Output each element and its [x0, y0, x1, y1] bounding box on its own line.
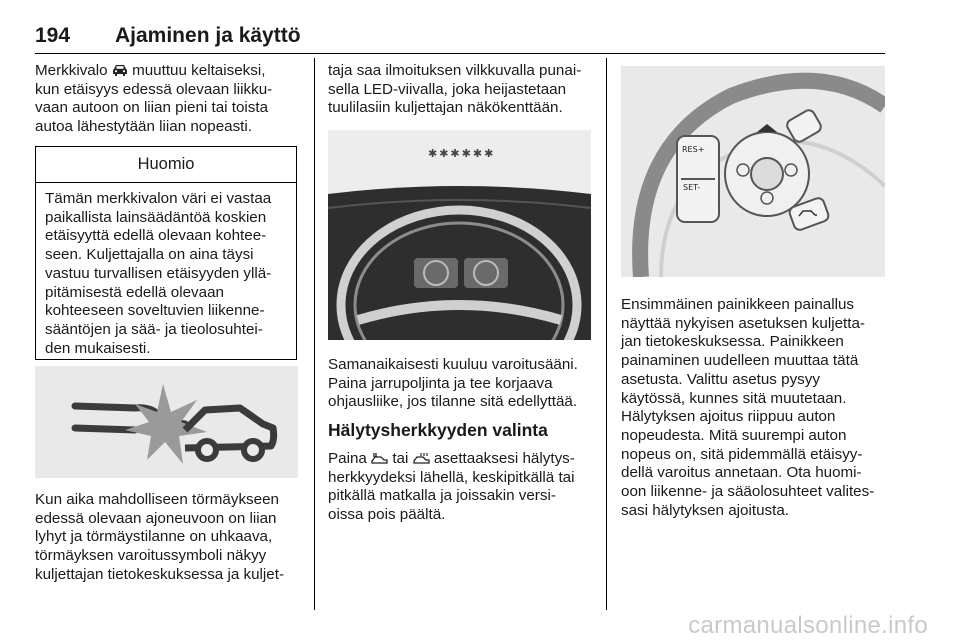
body-text: jan tietokeskuksessa. Painikkeen [621, 333, 844, 351]
sensitivity-increase-icon [413, 452, 430, 465]
body-text: sasi hälytyksen ajoitusta. [621, 501, 789, 519]
page-number: 194 [35, 24, 71, 47]
intro-text: kun etäisyys edessä olevaan liikku- [35, 80, 273, 98]
col2-top [328, 62, 596, 118]
collision-warning-icon [35, 366, 298, 478]
steering-wheel-illustration [621, 66, 885, 277]
intro-text: autoa lähestytään liian nopeasti. [35, 118, 253, 136]
note-body [36, 183, 296, 358]
note-text: kohteeseen soveltuvien liikenne- [45, 302, 265, 320]
body-text: törmäyksen varoitussymboli näkyy [35, 547, 267, 565]
note-text: den mukaisesti. [45, 339, 151, 357]
steering-wheel-figure [621, 66, 885, 277]
page-title: Ajaminen ja käyttö [115, 24, 301, 47]
body-text: sella LED-viivalla, joka heijastetaan [328, 80, 567, 98]
intro-text: muuttuu keltaiseksi, [132, 62, 266, 79]
set-button-label: SET- [683, 183, 701, 192]
note-text: sääntöjen ja sää- ja tieolosuhtei- [45, 320, 263, 338]
col1-intro [35, 62, 300, 137]
watermark: carmanualsonline.info [688, 612, 928, 639]
body-text: ohjausliike, jos tilanne sitä edellyttää. [328, 393, 578, 411]
collision-figure [35, 366, 298, 478]
col2-mid [328, 356, 596, 412]
note-title: Huomio [36, 147, 296, 183]
column-divider-2 [606, 58, 607, 610]
note-text: seen. Kuljettajalla on aina täysi [45, 246, 254, 264]
body-text: tai [392, 450, 409, 467]
dashboard-led-illustration [328, 130, 591, 340]
dashboard-figure [328, 130, 591, 340]
body-text: Ensimmäinen painikkeen painallus [621, 296, 855, 313]
note-text: pitämisestä edellä olevaan [45, 283, 224, 301]
sensitivity-decrease-icon [371, 452, 388, 465]
note-text: paikallista lainsäädäntöä koskien [45, 208, 267, 226]
body-text: edessä olevaan ajoneuvoon on liian [35, 509, 277, 527]
res-button-label: RES+ [682, 145, 705, 154]
body-text: oon liikenne- ja sääolosuhteet valites- [621, 483, 875, 501]
col1-after [35, 491, 300, 585]
body-text: nopeus on, sitä pidemmällä etäisyy- [621, 445, 863, 463]
intro-text: vaan autoon on liian pieni tai toista [35, 99, 269, 117]
section-heading: Hälytysherkkyyden valinta [328, 420, 548, 440]
body-text: pitkällä matkalla ja joissakin versi- [328, 487, 556, 505]
body-text: kuljettajan tietokeskuksessa ja kuljet- [35, 565, 285, 583]
col2-section [328, 450, 596, 525]
body-text: näyttää nykyisen asetuksen kuljetta- [621, 314, 865, 332]
body-text: lyhyt ja törmäystilanne on uhkaava, [35, 528, 273, 546]
column-divider-1 [314, 58, 315, 610]
note-text: Tämän merkkivalon väri ei vastaa [45, 190, 272, 207]
body-text: taja saa ilmoituksen vilkkuvalla punai- [328, 62, 582, 79]
body-text: Hälytyksen ajoitus riippuu auton [621, 408, 836, 426]
led-bar-icon [428, 147, 495, 160]
body-text: painaminen uudelleen muuttaa tätä [621, 352, 859, 370]
body-text: oissa pois päältä. [328, 506, 446, 524]
svg-text:✱✱✱✱✱✱: ✱✱✱✱✱✱ [428, 147, 496, 160]
body-text: Paina jarrupoljinta ja tee korjaava [328, 374, 553, 392]
note-text: etäisyyttä edellä olevaan kohtee- [45, 227, 267, 245]
body-text: asetusta. Valittu asetus pysyy [621, 370, 820, 388]
body-text: dellä varoitus annetaan. Ota huomi- [621, 464, 862, 482]
intro-text: Merkkivalo [35, 62, 108, 79]
body-text: tuulilasiin kuljettajan näkökenttään. [328, 99, 563, 117]
header-rule [35, 53, 885, 54]
body-text: Samanaikaisesti kuuluu varoitusääni. [328, 356, 578, 373]
note-text: vastuu turvallisen etäisyyden yllä- [45, 264, 272, 282]
body-text: käytössä, kunnes sitä muutetaan. [621, 389, 847, 407]
body-text: herkkyydeksi lähellä, keskipitkällä tai [328, 468, 575, 486]
body-text: nopeudesta. Mitä suurempi auton [621, 426, 847, 444]
note-box [35, 146, 297, 360]
vehicle-ahead-icon [112, 63, 128, 77]
body-text: Kun aika mahdolliseen törmäykseen [35, 491, 279, 508]
col3-text [621, 296, 889, 520]
body-text: asettaaksesi hälytys- [433, 450, 575, 467]
body-text: Paina [328, 450, 367, 467]
